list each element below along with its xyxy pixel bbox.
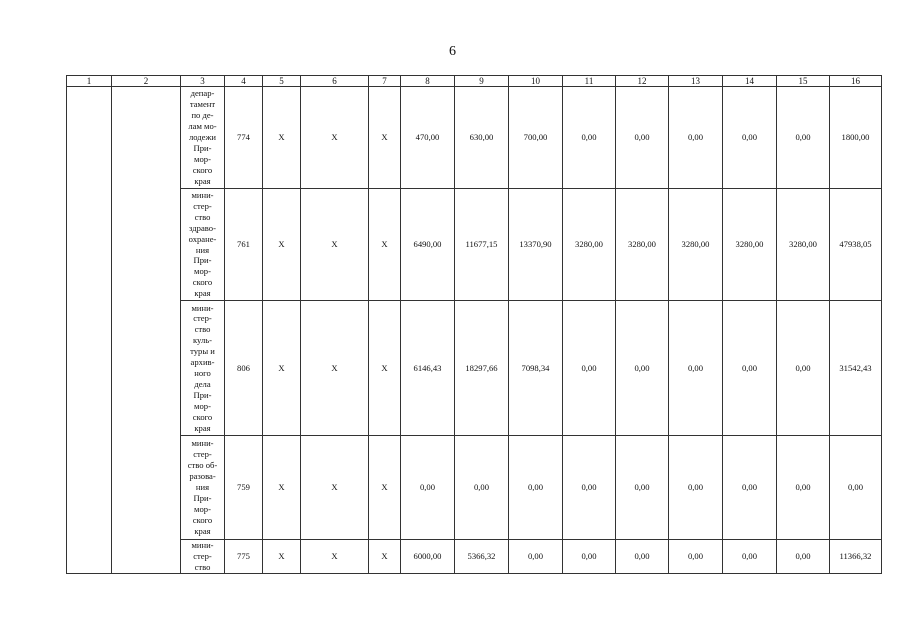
table-cell: 0,00 <box>723 87 777 189</box>
table-cell: 18297,66 <box>455 301 509 436</box>
table-cell: X <box>301 301 369 436</box>
organization-name: депар- тамент по де- лам мо- лодежи При- мор- ского края <box>181 87 225 189</box>
column-header: 11 <box>563 76 616 87</box>
table-cell: 0,00 <box>669 301 723 436</box>
table-cell: 0,00 <box>669 436 723 540</box>
page-number: 6 <box>449 44 456 59</box>
table-cell: 774 <box>225 87 263 189</box>
table-row <box>67 301 882 436</box>
table-cell: 7098,34 <box>509 301 563 436</box>
organization-name: мини- стер- ство куль- туры и архив- ного дела При- мор- ского края <box>181 301 225 436</box>
table-cell: X <box>369 436 401 540</box>
table-cell: X <box>301 540 369 574</box>
table-cell: 3280,00 <box>616 189 669 301</box>
table-cell: X <box>263 540 301 574</box>
organization-name: мини- стер- ство об- разова- ния При- мор- ского края <box>181 436 225 540</box>
table-cell: 0,00 <box>563 540 616 574</box>
column-header: 6 <box>301 76 369 87</box>
column-header: 14 <box>723 76 777 87</box>
table-cell: 1800,00 <box>830 87 882 189</box>
table-cell: 0,00 <box>777 436 830 540</box>
table-cell: X <box>301 436 369 540</box>
table-row <box>67 540 882 574</box>
table-cell: 759 <box>225 436 263 540</box>
table-cell: X <box>263 436 301 540</box>
column-header: 10 <box>509 76 563 87</box>
table-cell: 0,00 <box>723 301 777 436</box>
table-cell: X <box>263 301 301 436</box>
organization-name: мини- стер- ство здраво- охране- ния При- мор- ского края <box>181 189 225 301</box>
table-cell: 0,00 <box>616 436 669 540</box>
table-cell: 31542,43 <box>830 301 882 436</box>
table-cell: 13370,90 <box>509 189 563 301</box>
table-cell: X <box>263 189 301 301</box>
table-cell: 3280,00 <box>563 189 616 301</box>
column-header: 1 <box>67 76 112 87</box>
column-header: 4 <box>225 76 263 87</box>
table-cell: 0,00 <box>777 301 830 436</box>
column-header: 15 <box>777 76 830 87</box>
table-cell: 0,00 <box>401 436 455 540</box>
table-cell: X <box>369 540 401 574</box>
table-cell: 3280,00 <box>669 189 723 301</box>
table-cell: 470,00 <box>401 87 455 189</box>
table-cell: 0,00 <box>563 87 616 189</box>
table-cell: 630,00 <box>455 87 509 189</box>
table-cell: 0,00 <box>777 540 830 574</box>
column-header: 3 <box>181 76 225 87</box>
table-row <box>67 87 882 189</box>
table-cell: 0,00 <box>563 301 616 436</box>
table-cell: X <box>301 189 369 301</box>
budget-table <box>66 75 882 574</box>
table-cell: X <box>369 189 401 301</box>
organization-name: мини- стер- ство <box>181 540 225 574</box>
table-cell: 761 <box>225 189 263 301</box>
column-header: 2 <box>112 76 181 87</box>
table-cell: 6490,00 <box>401 189 455 301</box>
table-cell: 0,00 <box>563 436 616 540</box>
table-cell: 0,00 <box>509 436 563 540</box>
table-cell: 0,00 <box>777 87 830 189</box>
column-header: 7 <box>369 76 401 87</box>
table-cell: 5366,32 <box>455 540 509 574</box>
table-cell: 0,00 <box>509 540 563 574</box>
empty-cell-col2 <box>112 87 181 574</box>
table-cell: 0,00 <box>830 436 882 540</box>
table-cell: X <box>301 87 369 189</box>
table-cell: 11366,32 <box>830 540 882 574</box>
table-cell: 47938,05 <box>830 189 882 301</box>
table-cell: 11677,15 <box>455 189 509 301</box>
table-cell: X <box>263 87 301 189</box>
table-cell: 775 <box>225 540 263 574</box>
column-header: 9 <box>455 76 509 87</box>
table-cell: 3280,00 <box>777 189 830 301</box>
table-cell: X <box>369 87 401 189</box>
table-cell: 0,00 <box>669 540 723 574</box>
column-header: 16 <box>830 76 882 87</box>
table-cell: X <box>369 301 401 436</box>
column-header: 13 <box>669 76 723 87</box>
table-cell: 0,00 <box>455 436 509 540</box>
table-row <box>67 189 882 301</box>
table-cell: 806 <box>225 301 263 436</box>
table-cell: 0,00 <box>616 301 669 436</box>
header-row <box>67 76 882 87</box>
column-header: 5 <box>263 76 301 87</box>
table-cell: 6146,43 <box>401 301 455 436</box>
table-cell: 0,00 <box>616 87 669 189</box>
table-cell: 0,00 <box>616 540 669 574</box>
table-cell: 0,00 <box>669 87 723 189</box>
column-header: 12 <box>616 76 669 87</box>
table-cell: 6000,00 <box>401 540 455 574</box>
table-cell: 700,00 <box>509 87 563 189</box>
table-cell: 0,00 <box>723 436 777 540</box>
empty-cell-col1 <box>67 87 112 574</box>
table-row <box>67 436 882 540</box>
column-header: 8 <box>401 76 455 87</box>
table-cell: 0,00 <box>723 540 777 574</box>
table-cell: 3280,00 <box>723 189 777 301</box>
